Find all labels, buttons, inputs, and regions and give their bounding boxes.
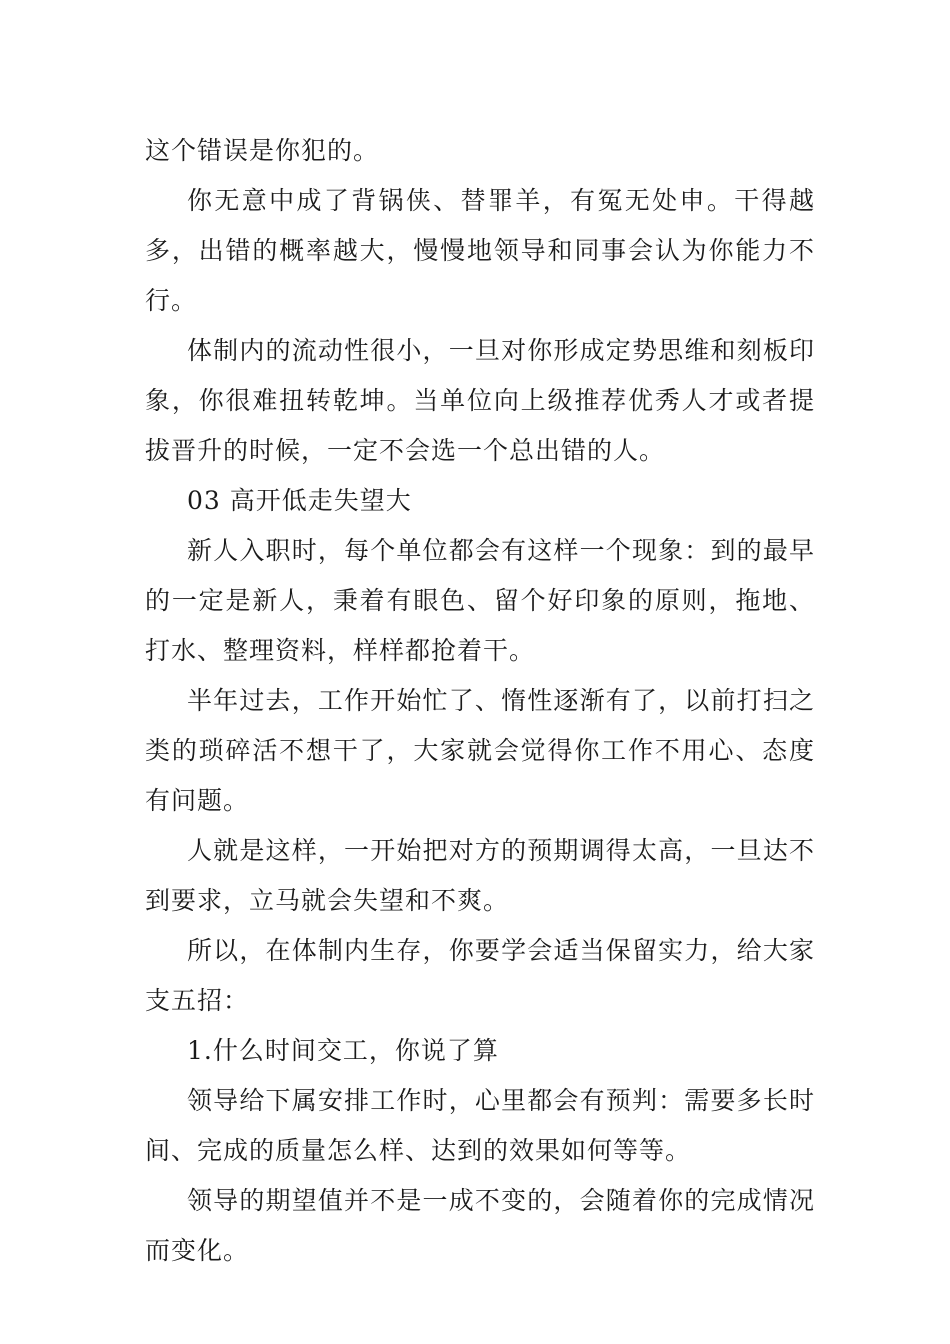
paragraph: 人就是这样，一开始把对方的预期调得太高，一旦达不到要求，立马就会失望和不爽。 [145, 836, 815, 915]
paragraph: 新人入职时，每个单位都会有这样一个现象：到的最早的一定是新人，秉着有眼色、留个好印象的原则，拖地、打水、整理资料，样样都抢着干。 [145, 536, 815, 665]
paragraph: 体制内的流动性很小，一旦对你形成定势思维和刻板印象，你很难扭转乾坤。当单位向上级推荐优秀人才或者提拔晋升的时候，一定不会选一个总出错的人。 [145, 336, 815, 465]
paragraph: 你无意中成了背锅侠、替罪羊，有冤无处申。干得越多，出错的概率越大，慢慢地领导和同事会认为你能力不行。 [145, 186, 815, 315]
section-heading: 03 高开低走失望大 [187, 486, 412, 515]
paragraph: 领导给下属安排工作时，心里都会有预判：需要多长时间、完成的质量怎么样、达到的效果如何等等。 [145, 1086, 815, 1165]
article-body [145, 126, 815, 1276]
paragraph: 领导的期望值并不是一成不变的，会随着你的完成情况而变化。 [145, 1186, 815, 1265]
paragraph: 所以，在体制内生存，你要学会适当保留实力，给大家支五招： [145, 936, 815, 1015]
subsection-heading: 1.什么时间交工，你说了算 [187, 1036, 499, 1065]
paragraph-continuation: 这个错误是你犯的。 [145, 136, 380, 165]
paragraph: 半年过去，工作开始忙了、惰性逐渐有了，以前打扫之类的琐碎活不想干了，大家就会觉得你工作不用心、态度有问题。 [145, 686, 815, 815]
